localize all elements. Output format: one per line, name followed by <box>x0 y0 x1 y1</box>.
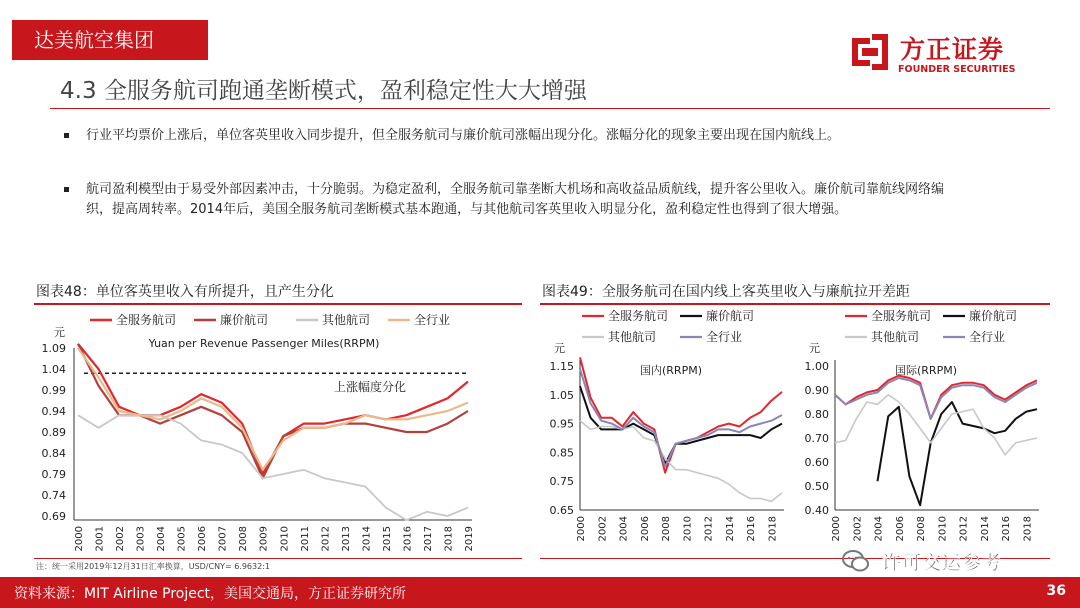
series-line-3 <box>580 421 782 502</box>
legend-label: 全行业 <box>706 330 743 344</box>
x-tick-label: 2012 <box>958 516 970 542</box>
y-tick-label: 0.60 <box>804 456 829 469</box>
legend-label: 廉价航司 <box>706 309 755 323</box>
y-tick-label: 0.69 <box>41 510 66 523</box>
series-line-2 <box>78 344 468 478</box>
y-tick-label: 0.94 <box>41 405 66 418</box>
legend-label: 全服务航司 <box>608 309 669 323</box>
legend-label: 全服务航司 <box>116 313 177 327</box>
chart-subtitle: 国内(RRPM) <box>640 364 702 377</box>
title-divider <box>50 108 1050 109</box>
y-tick-label: 1.04 <box>41 363 66 376</box>
figure-49-rule <box>540 303 1050 305</box>
bullet-point <box>64 126 964 146</box>
legend-label: 全行业 <box>969 330 1006 344</box>
chart-subtitle: Yuan per Revenue Passenger Miles(RRPM) <box>148 337 380 350</box>
series-line-2 <box>878 402 1038 505</box>
legend-label: 其他航司 <box>871 330 920 344</box>
x-tick-label: 2012 <box>320 526 332 552</box>
chart-subtitle: 国际(RRPM) <box>895 364 957 377</box>
watermark-text: 许可交运参考 <box>882 552 1003 574</box>
legend-label: 廉价航司 <box>220 313 269 327</box>
y-tick-label: 0.89 <box>41 426 66 439</box>
x-tick-label: 2014 <box>361 526 373 552</box>
x-tick-label: 2008 <box>238 526 250 552</box>
x-tick-label: 2014 <box>979 516 991 542</box>
y-tick-label: 0.50 <box>804 480 829 493</box>
y-tick-label: 0.65 <box>549 504 574 517</box>
exchange-rate-note: 注：统一采用2019年12月31日汇率换算，USD/CNY= 6.9632:1 <box>36 562 270 571</box>
x-tick-label: 2018 <box>1022 516 1034 542</box>
x-tick-label: 2019 <box>464 526 475 552</box>
x-tick-label: 2018 <box>443 526 455 552</box>
y-tick-label: 0.79 <box>41 468 66 481</box>
y-tick-label: 0.85 <box>549 446 574 460</box>
x-tick-label: 2005 <box>176 526 188 552</box>
x-tick-label: 2002 <box>852 516 864 542</box>
page-title: 4.3 全服务航司跑通垄断模式，盈利稳定性大大增强 <box>60 78 587 104</box>
y-axis-unit: 元 <box>554 342 565 355</box>
chart-48 <box>34 306 522 558</box>
figure-49-title: 图表49：全服务航司在国内线上客英里收入与廉航拉开差距 <box>542 284 910 300</box>
x-tick-label: 2004 <box>156 526 168 552</box>
x-tick-label: 2006 <box>894 516 906 542</box>
y-tick-label: 0.90 <box>804 384 829 397</box>
x-tick-label: 2018 <box>767 516 779 542</box>
y-tick-label: 0.75 <box>549 475 574 489</box>
x-tick-label: 2008 <box>661 516 673 542</box>
bullet-text: 行业平均票价上涨后，单位客英里收入同步提升，但全服务航司与廉价航司涨幅出现分化。涨幅分化的现象主要出现在国内航线上。 <box>86 128 841 143</box>
legend-label: 廉价航司 <box>969 309 1018 323</box>
chart-49-domestic <box>540 306 795 558</box>
y-axis-unit: 元 <box>809 342 820 355</box>
legend-label: 其他航司 <box>322 313 371 327</box>
y-tick-label: 1.09 <box>41 342 66 355</box>
bullet-marker-icon <box>64 133 69 138</box>
x-tick-label: 2017 <box>422 526 434 552</box>
series-line-3 <box>835 395 1037 455</box>
x-tick-label: 2002 <box>597 516 609 542</box>
chart-49-international <box>795 306 1050 558</box>
y-tick-label: 1.15 <box>549 360 574 373</box>
y-tick-label: 0.95 <box>549 417 574 431</box>
series-line-1 <box>835 376 1037 419</box>
legend-label: 其他航司 <box>608 330 657 344</box>
x-tick-label: 2000 <box>74 526 85 552</box>
x-tick-label: 2010 <box>682 516 694 542</box>
section-tag: 达美航空集团 <box>12 20 208 60</box>
y-tick-label: 0.84 <box>41 447 66 460</box>
x-tick-label: 2003 <box>135 526 147 552</box>
y-tick-label: 0.40 <box>804 504 829 517</box>
x-tick-label: 2016 <box>746 516 758 542</box>
x-tick-label: 2008 <box>916 516 928 542</box>
wechat-icon <box>842 550 870 572</box>
bullet-text: 航司盈利模型由于易受外部因素冲击，十分脆弱。为稳定盈利，全服务航司靠垄断大机场和高收益品质航线，提升客公里收入。廉价航司靠航线网络编织，提高周转率。2014年后，美国全服务航司垄断模式基本跑通，与其他航司客英里收入明显分化，盈利稳定性也得到了很大增强。 <box>86 182 945 217</box>
figure-48-title: 图表48：单位客英里收入有所提升，且产生分化 <box>36 284 334 300</box>
figure-48-bottom-rule <box>34 558 522 559</box>
x-tick-label: 2006 <box>639 516 651 542</box>
y-tick-label: 0.74 <box>41 489 66 502</box>
x-tick-label: 2013 <box>340 526 352 552</box>
footer-bar <box>0 577 1080 608</box>
figure-48-rule <box>34 303 522 305</box>
y-tick-label: 1.00 <box>804 360 829 373</box>
page-number: 36 <box>1046 583 1066 599</box>
x-tick-label: 2007 <box>217 526 229 552</box>
y-axis-unit: 元 <box>54 326 65 339</box>
x-tick-label: 2011 <box>299 526 311 552</box>
logo-name-en: FOUNDER SECURITIES <box>898 64 1016 75</box>
legend-label: 全行业 <box>414 313 451 327</box>
x-tick-label: 2009 <box>258 526 270 552</box>
x-tick-label: 2010 <box>937 516 949 542</box>
chart-annotation: 上涨幅度分化 <box>334 380 407 395</box>
bullet-point <box>64 180 964 220</box>
x-tick-label: 2012 <box>703 516 715 542</box>
x-tick-label: 2001 <box>94 526 106 552</box>
x-tick-label: 2010 <box>279 526 291 552</box>
legend-label: 全服务航司 <box>871 309 932 323</box>
y-tick-label: 1.05 <box>549 388 574 402</box>
x-tick-label: 2014 <box>724 516 736 542</box>
x-tick-label: 2016 <box>402 526 414 552</box>
x-tick-label: 2000 <box>831 516 842 542</box>
founder-logo-mark-icon <box>848 30 892 74</box>
logo-name-cn: 方正证券 <box>900 35 1005 64</box>
source-note: 资料来源：MIT Airline Project，美国交通局，方正证券研究所 <box>14 586 407 602</box>
y-tick-label: 0.99 <box>41 384 66 397</box>
series-line-4 <box>78 348 468 470</box>
bullet-marker-icon <box>64 187 69 192</box>
x-tick-label: 2004 <box>618 516 630 542</box>
x-tick-label: 2002 <box>115 526 127 552</box>
x-tick-label: 2016 <box>1001 516 1013 542</box>
x-tick-label: 2015 <box>381 526 393 552</box>
y-tick-label: 0.80 <box>804 408 829 421</box>
founder-securities-logo <box>848 30 1028 78</box>
x-tick-label: 2004 <box>873 516 885 542</box>
x-tick-label: 2000 <box>576 516 587 542</box>
y-tick-label: 0.70 <box>804 432 829 445</box>
x-tick-label: 2006 <box>197 526 209 552</box>
